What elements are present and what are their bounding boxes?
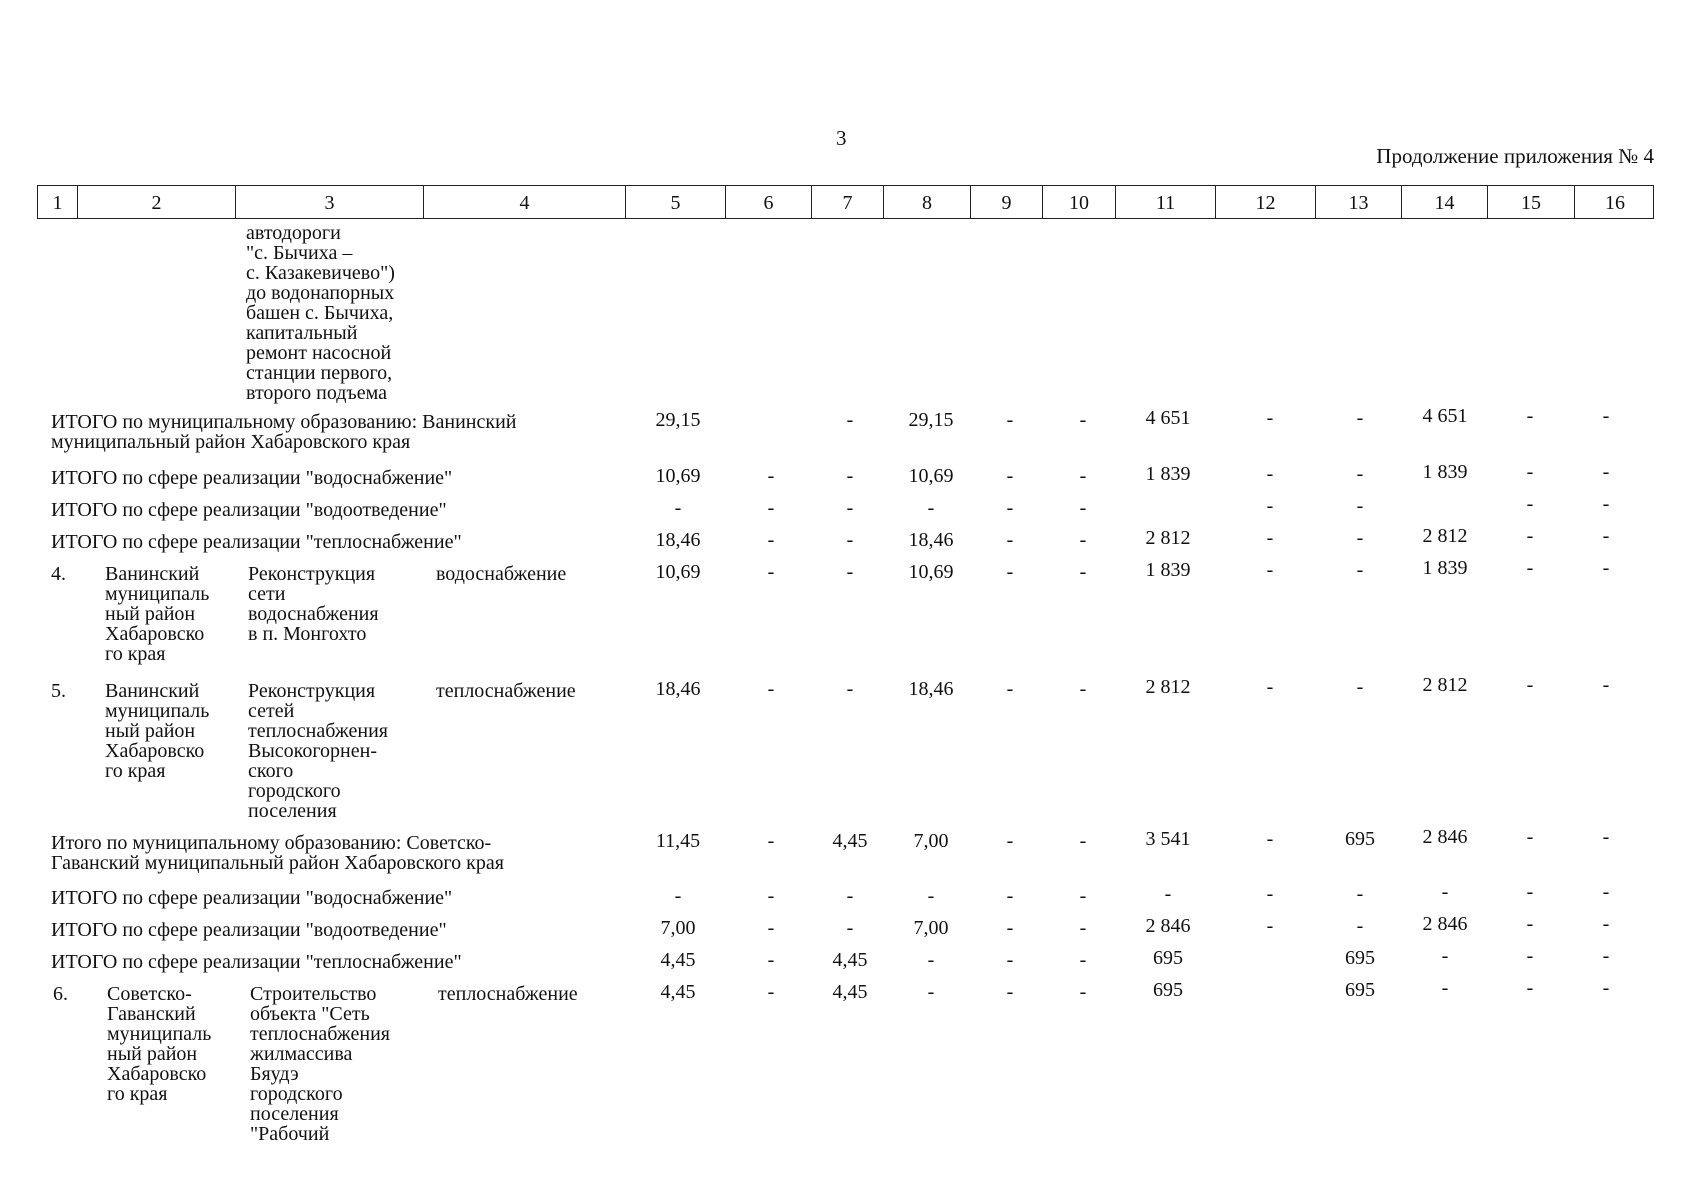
header-col-9: 9 [971, 186, 1043, 218]
value-cell: 10,69 [908, 561, 954, 583]
table-header-row [37, 185, 1654, 219]
value-cell: - [1266, 527, 1274, 549]
value-cell: - [1356, 463, 1364, 485]
value-cell: - [1602, 977, 1610, 999]
value-cell: 4,45 [660, 949, 696, 971]
value-cell: - [1441, 945, 1449, 967]
total-label: Итого по муниципальному образованию: Советско- Гаванский муниципальный район Хабаровского края [51, 832, 504, 874]
value-cell: - [1164, 883, 1172, 905]
value-cell: - [1526, 674, 1534, 696]
value-cell: - [1526, 881, 1534, 903]
value-cell: - [767, 981, 775, 1003]
value-cell: 1 839 [1145, 463, 1191, 485]
value-cell: - [1526, 945, 1534, 967]
value-cell: - [846, 465, 854, 487]
value-cell: 2 812 [1145, 527, 1191, 549]
value-cell: - [1526, 913, 1534, 935]
value-cell: 695 [1153, 979, 1183, 1001]
value-cell: - [1526, 405, 1534, 427]
value-cell: 695 [1345, 979, 1375, 1001]
value-cell: 1 839 [1422, 557, 1468, 579]
value-cell: 10,69 [655, 465, 701, 487]
value-cell: 2 846 [1422, 913, 1468, 935]
value-cell: 29,15 [655, 409, 701, 431]
total-label: ИТОГО по сфере реализации "водоотведение" [51, 499, 447, 521]
value-cell: - [1441, 881, 1449, 903]
value-cell: - [927, 981, 935, 1003]
value-cell: 7,00 [660, 917, 696, 939]
value-cell: 2 812 [1422, 525, 1468, 547]
value-cell: - [1006, 497, 1014, 519]
value-cell: 18,46 [655, 678, 701, 700]
value-cell: - [1356, 676, 1364, 698]
value-cell: - [1356, 495, 1364, 517]
value-cell: 1 839 [1145, 559, 1191, 581]
value-cell: - [1602, 674, 1610, 696]
value-cell: - [927, 885, 935, 907]
value-cell: 4 651 [1422, 405, 1468, 427]
header-col-4: 4 [424, 186, 626, 218]
value-cell: - [767, 529, 775, 551]
value-cell: - [767, 830, 775, 852]
row-number: 6. [53, 983, 68, 1005]
value-cell: - [1006, 917, 1014, 939]
value-cell: - [1526, 977, 1534, 999]
value-cell: - [1079, 678, 1087, 700]
value-cell: - [1526, 461, 1534, 483]
value-cell: - [767, 678, 775, 700]
value-cell: - [1006, 830, 1014, 852]
value-cell: - [1006, 409, 1014, 431]
total-label: ИТОГО по сфере реализации "теплоснабжение" [51, 951, 462, 973]
header-col-3: 3 [236, 186, 424, 218]
value-cell: - [1266, 828, 1274, 850]
value-cell: - [1526, 826, 1534, 848]
value-cell: 4,45 [832, 830, 868, 852]
total-label: ИТОГО по сфере реализации "водоснабжение" [51, 887, 453, 909]
value-cell: 695 [1345, 828, 1375, 850]
header-col-15: 15 [1488, 186, 1575, 218]
value-cell: 1 839 [1422, 461, 1468, 483]
value-cell: - [1006, 981, 1014, 1003]
value-cell: - [1079, 497, 1087, 519]
value-cell: - [927, 497, 935, 519]
value-cell: - [1356, 883, 1364, 905]
value-cell: 10,69 [908, 465, 954, 487]
value-cell: - [1356, 915, 1364, 937]
header-col-12: 12 [1216, 186, 1316, 218]
header-col-6: 6 [726, 186, 812, 218]
value-cell: 7,00 [913, 917, 949, 939]
value-cell: 7,00 [913, 830, 949, 852]
value-cell: - [1602, 881, 1610, 903]
header-col-5: 5 [626, 186, 726, 218]
value-cell: - [1356, 559, 1364, 581]
value-cell: - [1266, 559, 1274, 581]
value-cell: - [1266, 463, 1274, 485]
value-cell: - [1079, 561, 1087, 583]
value-cell: - [1356, 407, 1364, 429]
value-cell: - [1602, 913, 1610, 935]
value-cell: - [1602, 945, 1610, 967]
row-number: 4. [51, 563, 66, 585]
project-cell: Реконструкция сетей теплоснабжения Высокогорнен- ского городского поселения [248, 680, 388, 822]
value-cell: - [1526, 493, 1534, 515]
value-cell: - [846, 529, 854, 551]
value-cell: - [1526, 525, 1534, 547]
value-cell: 2 846 [1422, 826, 1468, 848]
value-cell: - [846, 678, 854, 700]
header-col-8: 8 [884, 186, 971, 218]
continued-project-cell: автодороги "с. Бычиха – с. Казакевичево") до водонапорных башен с. Бычиха, капитальный ремонт насосной станции первого, второго подъема [246, 222, 395, 404]
value-cell: - [1602, 461, 1610, 483]
district-cell: Ванинский муниципаль ный район Хабаровско го края [105, 680, 210, 782]
value-cell: - [674, 885, 682, 907]
value-cell: 11,45 [655, 830, 701, 852]
value-cell: - [1266, 883, 1274, 905]
value-cell: 18,46 [908, 529, 954, 551]
sphere-cell: теплоснабжение [438, 983, 578, 1005]
header-col-14: 14 [1402, 186, 1488, 218]
value-cell: 10,69 [655, 561, 701, 583]
value-cell: - [1006, 885, 1014, 907]
value-cell: - [1266, 915, 1274, 937]
value-cell: - [767, 497, 775, 519]
row-number: 5. [51, 680, 66, 702]
value-cell: - [1079, 529, 1087, 551]
value-cell: 2 812 [1145, 676, 1191, 698]
project-cell: Реконструкция сети водоснабжения в п. Монгохто [248, 563, 379, 645]
value-cell: 4,45 [660, 981, 696, 1003]
value-cell: - [1079, 917, 1087, 939]
value-cell: 2 846 [1145, 915, 1191, 937]
value-cell: - [1266, 495, 1274, 517]
value-cell: - [1006, 561, 1014, 583]
value-cell: - [1079, 830, 1087, 852]
district-cell: Ванинский муниципаль ный район Хабаровско го края [105, 563, 210, 665]
value-cell: 695 [1153, 947, 1183, 969]
value-cell: - [927, 949, 935, 971]
value-cell: - [1079, 465, 1087, 487]
header-col-7: 7 [812, 186, 884, 218]
value-cell: - [846, 917, 854, 939]
value-cell: 18,46 [655, 529, 701, 551]
value-cell: - [846, 561, 854, 583]
value-cell: - [1526, 557, 1534, 579]
value-cell: 29,15 [908, 409, 954, 431]
value-cell: - [1356, 527, 1364, 549]
value-cell: - [1602, 557, 1610, 579]
value-cell: - [846, 497, 854, 519]
value-cell: - [1006, 465, 1014, 487]
value-cell: - [1602, 525, 1610, 547]
value-cell: - [1079, 885, 1087, 907]
value-cell: - [1266, 676, 1274, 698]
value-cell: 2 812 [1422, 674, 1468, 696]
value-cell: - [767, 949, 775, 971]
value-cell: - [846, 409, 854, 431]
value-cell: - [1266, 407, 1274, 429]
sphere-cell: водоснабжение [436, 563, 567, 585]
value-cell: - [846, 885, 854, 907]
value-cell: 4 651 [1145, 407, 1191, 429]
continuation-title: Продолжение приложения № 4 [1376, 144, 1654, 168]
header-col-11: 11 [1116, 186, 1216, 218]
value-cell: - [1079, 409, 1087, 431]
value-cell: - [767, 917, 775, 939]
total-label: ИТОГО по сфере реализации "водоотведение" [51, 919, 447, 941]
total-label: ИТОГО по муниципальному образованию: Ванинский муниципальный район Хабаровского края [51, 411, 517, 453]
page-number: 3 [836, 126, 847, 150]
total-label: ИТОГО по сфере реализации "водоснабжение" [51, 467, 453, 489]
value-cell: - [1079, 949, 1087, 971]
header-col-13: 13 [1316, 186, 1402, 218]
value-cell: - [1006, 949, 1014, 971]
value-cell: - [674, 497, 682, 519]
value-cell: - [1602, 405, 1610, 427]
value-cell: 3 541 [1145, 828, 1191, 850]
value-cell: 695 [1345, 947, 1375, 969]
value-cell: 4,45 [832, 981, 868, 1003]
header-col-10: 10 [1043, 186, 1116, 218]
value-cell: - [1006, 678, 1014, 700]
total-label: ИТОГО по сфере реализации "теплоснабжение" [51, 531, 462, 553]
value-cell: 18,46 [908, 678, 954, 700]
value-cell: - [1602, 493, 1610, 515]
value-cell: - [1006, 529, 1014, 551]
header-col-16: 16 [1605, 192, 1625, 214]
value-cell: - [767, 561, 775, 583]
value-cell: - [767, 885, 775, 907]
sphere-cell: теплоснабжение [436, 680, 576, 702]
header-col-1: 1 [38, 186, 78, 218]
project-cell: Строительство объекта "Сеть теплоснабжения жилмассива Бяудэ городского поселения "Рабочий [250, 983, 390, 1145]
value-cell: 4,45 [832, 949, 868, 971]
header-col-2: 2 [78, 186, 236, 218]
value-cell: - [1441, 977, 1449, 999]
district-cell: Советско- Гаванский муниципаль ный район Хабаровско го края [107, 983, 212, 1105]
value-cell: - [1079, 981, 1087, 1003]
value-cell: - [1602, 826, 1610, 848]
value-cell: - [767, 465, 775, 487]
